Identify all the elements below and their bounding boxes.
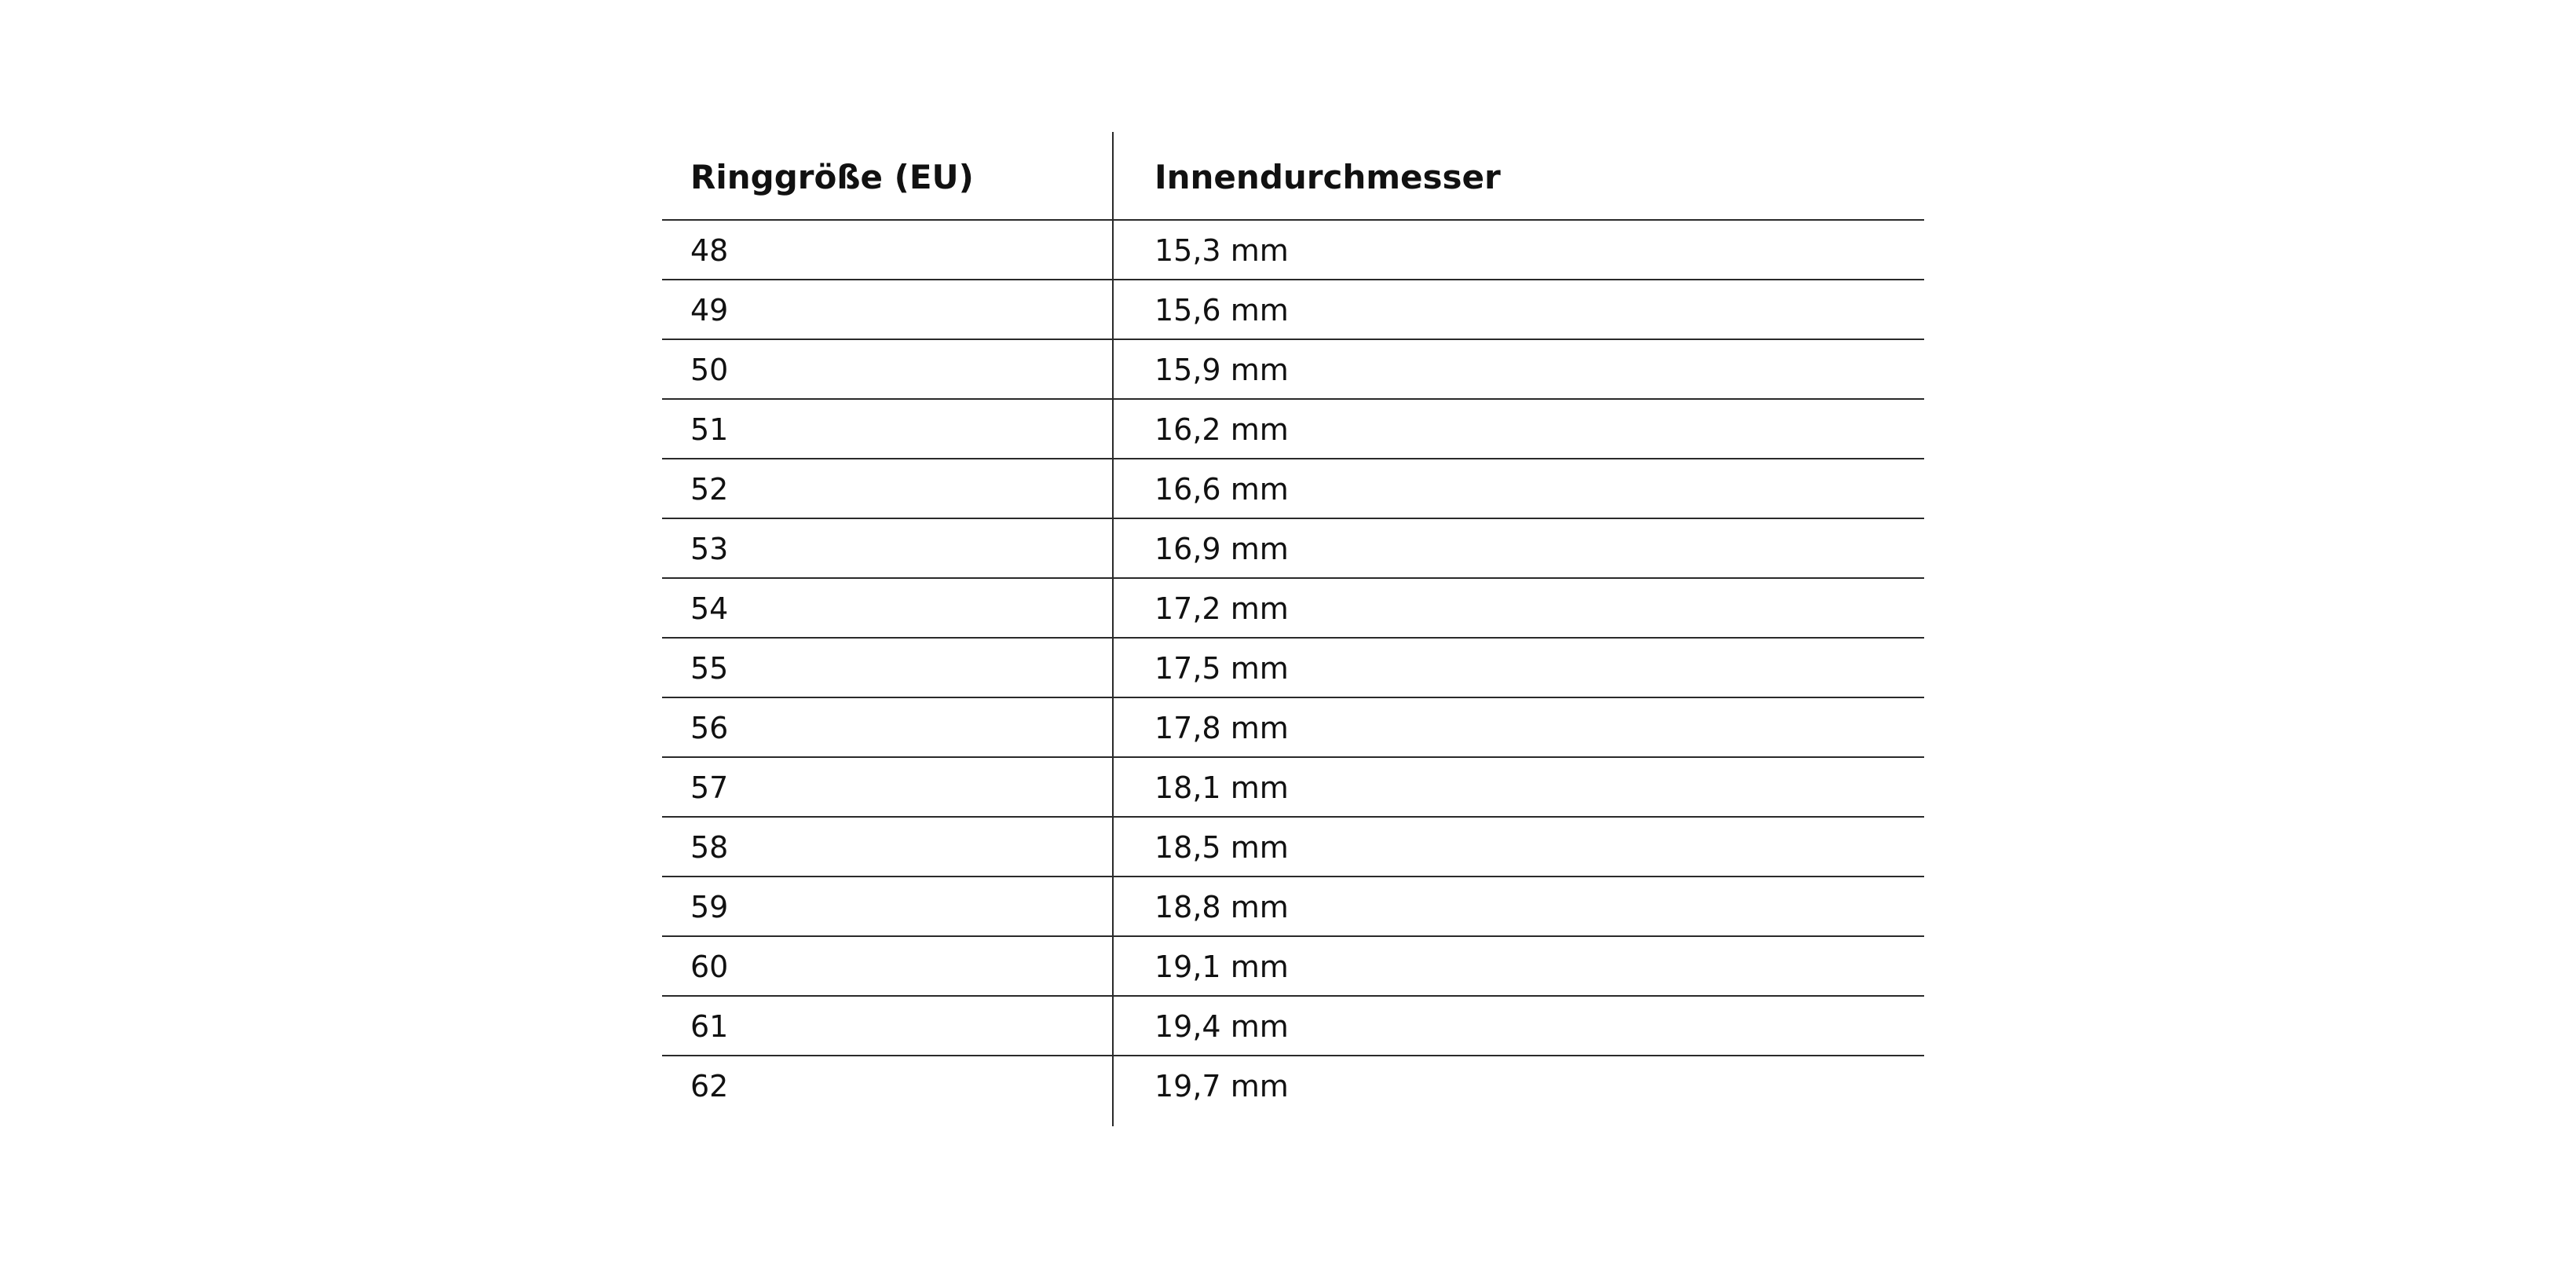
diameter-cell: 17,8 mm [1154,711,1289,745]
diameter-cell: 15,3 mm [1154,233,1289,268]
diameter-cell: 15,9 mm [1154,353,1289,387]
table-row [662,1056,1924,1116]
column-divider [1112,132,1114,1126]
header-inner-diameter: Innendurchmesser [1154,158,1501,196]
table-header-row [662,132,1924,221]
table-row [662,459,1924,519]
ring-size-cell: 62 [690,1069,729,1103]
table-row [662,937,1924,997]
ring-size-cell: 50 [690,353,729,387]
table-row [662,698,1924,758]
ring-size-cell: 57 [690,770,729,805]
ring-size-cell: 55 [690,651,729,686]
diameter-cell: 19,1 mm [1154,950,1289,984]
ring-size-cell: 61 [690,1009,729,1044]
diameter-cell: 18,5 mm [1154,830,1289,865]
ring-size-cell: 48 [690,233,729,268]
ring-size-cell: 52 [690,472,729,507]
ring-size-cell: 53 [690,532,729,566]
diameter-cell: 15,6 mm [1154,293,1289,328]
ring-size-cell: 51 [690,412,729,447]
diameter-cell: 16,2 mm [1154,412,1289,447]
diameter-cell: 18,8 mm [1154,890,1289,924]
diameter-cell: 16,6 mm [1154,472,1289,507]
table-row [662,758,1924,818]
ring-size-cell: 59 [690,890,729,924]
ring-size-table [662,132,1924,1126]
table-body [662,221,1924,1116]
diameter-cell: 18,1 mm [1154,770,1289,805]
diameter-cell: 17,2 mm [1154,591,1289,626]
ring-size-cell: 49 [690,293,729,328]
table-row [662,818,1924,877]
ring-size-cell: 58 [690,830,729,865]
table-row [662,639,1924,698]
ring-size-cell: 54 [690,591,729,626]
table-row [662,997,1924,1056]
table-row [662,340,1924,400]
ring-size-cell: 56 [690,711,729,745]
table-row [662,400,1924,459]
header-ring-size: Ringgröße (EU) [690,158,974,196]
diameter-cell: 19,4 mm [1154,1009,1289,1044]
diameter-cell: 17,5 mm [1154,651,1289,686]
table-row [662,280,1924,340]
table-row [662,579,1924,639]
table-row [662,877,1924,937]
table-row [662,221,1924,280]
ring-size-cell: 60 [690,950,729,984]
diameter-cell: 19,7 mm [1154,1069,1289,1103]
diameter-cell: 16,9 mm [1154,532,1289,566]
table-row [662,519,1924,579]
